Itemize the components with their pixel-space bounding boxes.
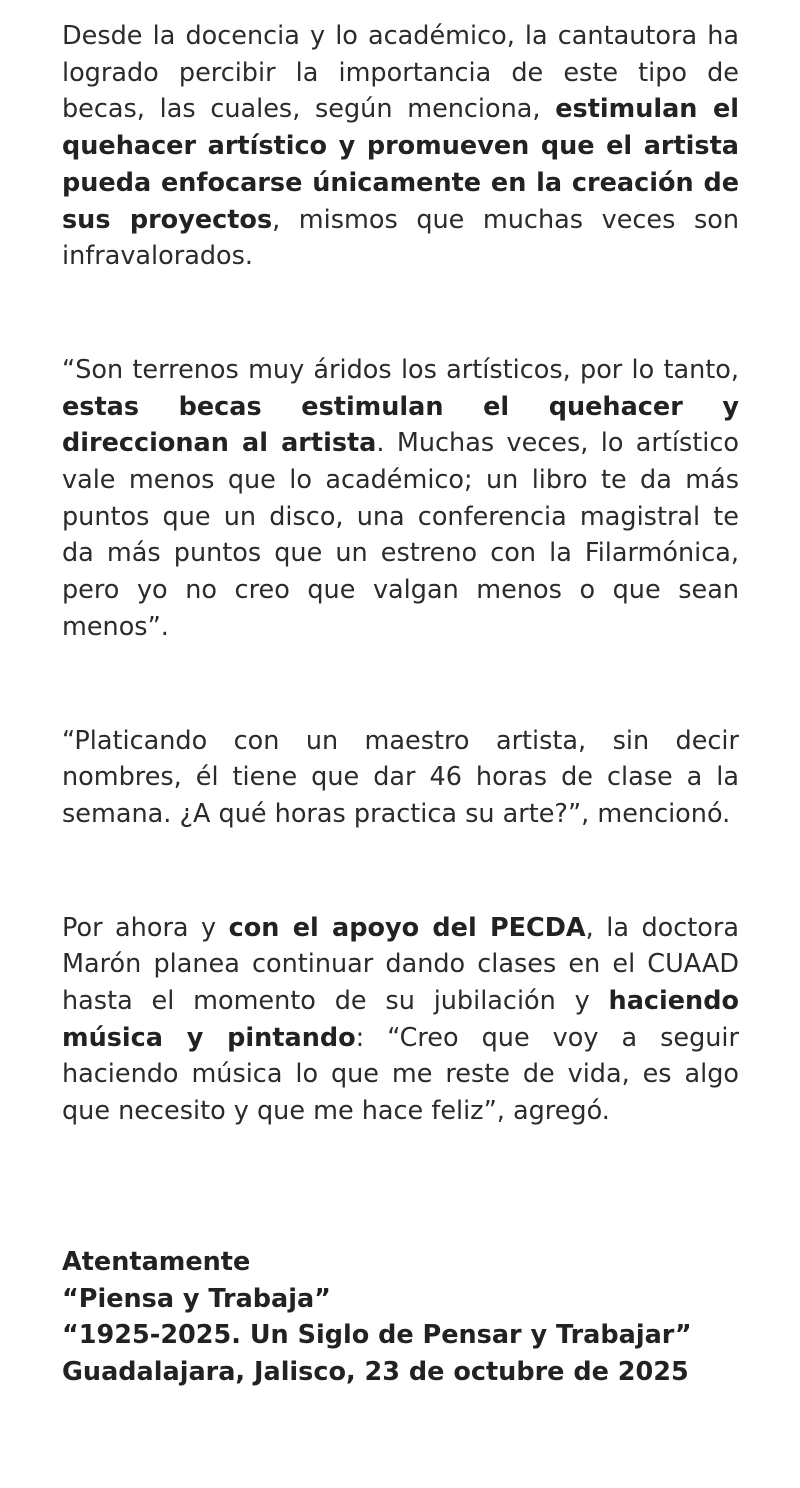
text-segment: Por ahora y [62,912,229,943]
text-segment: Desde la docencia y lo académico, la cantautora ha logrado percibir la importancia de este tipo de becas, las cuales, según menciona, [62,21,739,125]
paragraph-pecda-support [62,910,739,1130]
signature-block [62,1244,739,1391]
text-segment: “Platicando con un maestro artista, sin decir nombres, él tiene que dar 46 horas de clase a la semana. ¿A qué horas practica su arte?”, mencionó. [62,725,739,829]
bold-text-segment: estas becas estimulan el quehacer y direccionan al artista [62,391,739,459]
signature-closing: Atentamente [62,1246,251,1277]
text-segment: : “Creo que voy a seguir haciendo música lo que me reste de vida, es algo que necesito y que me hace feliz”, agregó. [62,1022,739,1127]
text-segment: , la doctora Marón planea continuar dando clases en el CUAAD hasta el momento de su jubilación y [62,912,739,1017]
text-segment: “Son terrenos muy áridos los artísticos, por lo tanto, [62,354,739,385]
bold-text-segment: con el apoyo del PECDA [228,912,586,943]
paragraph-quote-teacher-hours [62,723,739,833]
paragraph-becas-importance [62,18,739,275]
bold-text-segment: haciendo música y pintando [62,986,739,1053]
article-body [62,18,739,1391]
signature-place-date: Guadalajara, Jalisco, 23 de octubre de 2025 [62,1356,689,1387]
paragraph-quote-arid-terrain [62,352,739,646]
text-segment: , mismos que muchas veces son infravalorados. [62,204,739,272]
signature-motto: “Piensa y Trabaja” [62,1283,331,1314]
signature-centennial: “1925-2025. Un Siglo de Pensar y Trabajar” [62,1320,692,1351]
bold-text-segment: estimulan el quehacer artístico y promueven que el artista pueda enfocarse únicamente en la creación de sus proyectos [62,94,739,235]
text-segment: . Muchas veces, lo artístico vale menos que lo académico; un libro te da más puntos que un disco, una conferencia magistral te da más puntos que un estreno con la Filarmónica, pero yo no creo que valgan menos o que sean menos”. [62,428,739,642]
